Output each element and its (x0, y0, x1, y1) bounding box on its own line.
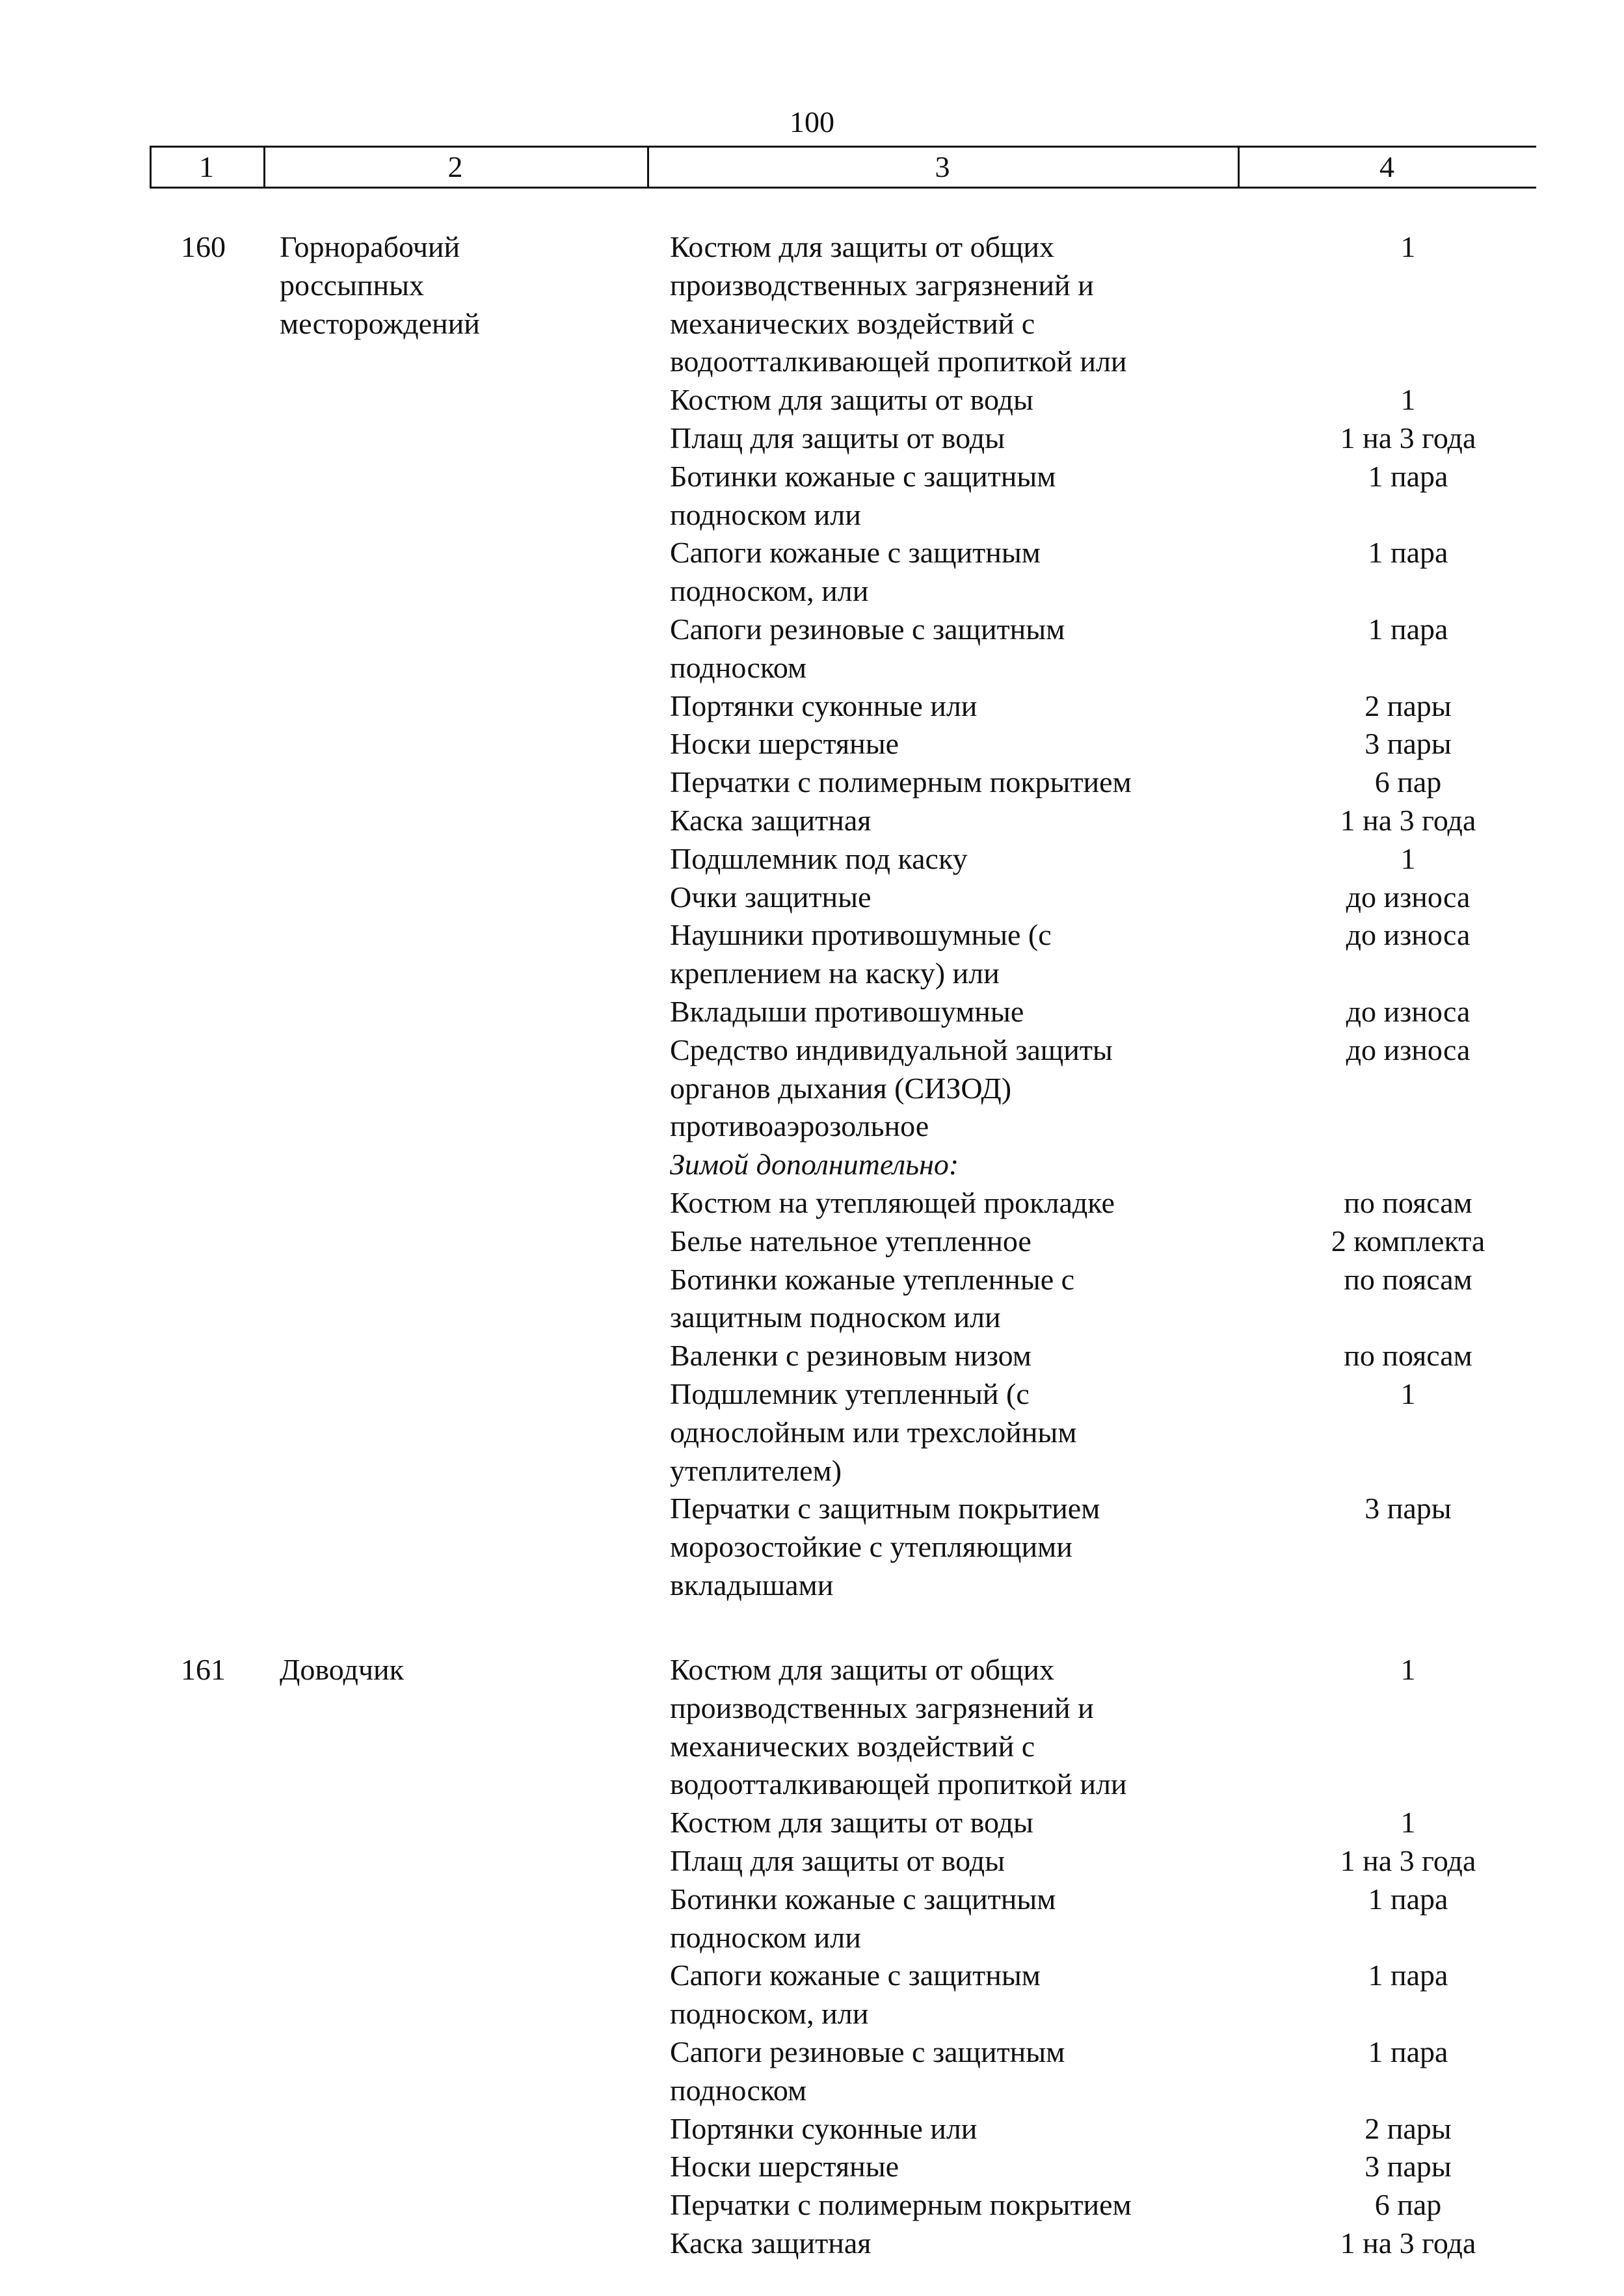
issue-quantity: 1 (1400, 383, 1416, 417)
ppe-item-name: механических воздействий с (670, 1729, 1035, 1763)
ppe-item-name: подноском, или (670, 1997, 869, 2031)
header-col-4: 4 (1379, 150, 1394, 183)
ppe-item-name: водоотталкивающей пропиткой или (670, 345, 1127, 378)
ppe-item-name: Перчатки с защитным покрытием (670, 1492, 1100, 1525)
ppe-item-name: Сапоги кожаные с защитным (670, 536, 1041, 570)
ppe-item-name: Ботинки кожаные с защитным (670, 459, 1056, 493)
ppe-item-name: Плащ для защиты от воды (670, 421, 1005, 455)
issue-quantity: 1 пара (1368, 459, 1448, 493)
ppe-item-name: производственных загрязнений и (670, 1691, 1094, 1724)
ppe-item-name: Наушники противошумные (с (670, 918, 1052, 952)
issue-quantity: 1 (1400, 230, 1416, 263)
issue-quantity: 1 пара (1368, 1959, 1448, 1992)
issue-quantity: 1 на 3 года (1340, 421, 1476, 455)
ppe-item-name: органов дыхания (СИЗОД) (670, 1071, 1012, 1105)
issue-quantity: по поясам (1344, 1262, 1472, 1296)
ppe-item-name: креплением на каску) или (670, 957, 1000, 990)
ppe-item-name: Носки шерстяные (670, 2150, 899, 2184)
issue-quantity: 1 (1400, 1377, 1416, 1410)
ppe-item-name: Костюм для защиты от общих (670, 1653, 1055, 1686)
ppe-item-name: морозостойкие с утепляющими (670, 1530, 1072, 1564)
issue-quantity: 2 пары (1364, 2111, 1452, 2145)
profession-name: месторождений (280, 306, 480, 340)
issue-quantity: 3 пары (1364, 1492, 1452, 1525)
ppe-item-name: Вкладыши противошумные (670, 995, 1024, 1028)
ppe-item-name: Подшлемник под каску (670, 841, 968, 875)
ppe-item-name: Перчатки с полимерным покрытием (670, 2188, 1132, 2222)
issue-quantity: до износа (1346, 1033, 1471, 1066)
page-number: 100 (790, 105, 834, 139)
issue-quantity: 3 пары (1364, 727, 1452, 761)
ppe-item-name: вкладышами (670, 1568, 834, 1602)
ppe-item-name: Белье нательное утепленное (670, 1224, 1032, 1258)
ppe-item-name: однослойным или трехслойным (670, 1415, 1077, 1449)
ppe-item-name: Ботинки кожаные утепленные с (670, 1262, 1075, 1296)
ppe-item-name: Костюм для защиты от общих (670, 230, 1055, 263)
ppe-item-name: утеплителем) (670, 1453, 842, 1487)
issue-quantity: 1 пара (1368, 536, 1448, 570)
ppe-item-name: Сапоги резиновые с защитным (670, 2035, 1065, 2068)
issue-quantity: 1 на 3 года (1340, 2226, 1476, 2260)
issue-quantity: до износа (1346, 995, 1471, 1028)
ppe-item-name: подноском (670, 650, 807, 684)
ppe-item-name: подноском или (670, 1920, 861, 1954)
issue-quantity: по поясам (1344, 1186, 1472, 1219)
ppe-item-name: водоотталкивающей пропиткой или (670, 1767, 1127, 1801)
header-col-3: 3 (935, 150, 950, 183)
issue-quantity: 6 пар (1374, 2188, 1442, 2222)
profession-name: россыпных (280, 268, 425, 302)
ppe-item-name: Очки защитные (670, 880, 872, 914)
ppe-item-name: Сапоги резиновые с защитным (670, 613, 1065, 646)
profession-name: Горнорабочий (280, 230, 460, 263)
ppe-item-name: Плащ для защиты от воды (670, 1844, 1005, 1877)
ppe-item-name: защитным подноском или (670, 1300, 1001, 1334)
issue-quantity: 2 пары (1364, 689, 1452, 722)
ppe-item-name: Перчатки с полимерным покрытием (670, 765, 1132, 799)
ppe-item-name: Подшлемник утепленный (с (670, 1377, 1030, 1410)
issue-quantity: до износа (1346, 880, 1471, 914)
ppe-item-name: Костюм на утепляющей прокладке (670, 1186, 1115, 1219)
ppe-item-name: Портянки суконные или (670, 2111, 978, 2145)
issue-quantity: 1 на 3 года (1340, 1844, 1476, 1877)
ppe-item-name: Валенки с резиновым низом (670, 1339, 1032, 1373)
ppe-item-name: подноском (670, 2073, 807, 2107)
ppe-item-name: противоаэрозольное (670, 1109, 929, 1143)
ppe-item-name: Каска защитная (670, 804, 872, 837)
profession-name: Доводчик (280, 1653, 404, 1686)
issue-quantity: 1 (1400, 841, 1416, 875)
ppe-item-name: подноском или (670, 497, 861, 531)
header-col-1: 1 (199, 150, 214, 183)
ppe-item-name: механических воздействий с (670, 306, 1035, 340)
header-col-2: 2 (447, 150, 463, 183)
issue-quantity: 3 пары (1364, 2150, 1452, 2184)
ppe-item-name: Каска защитная (670, 2226, 872, 2260)
ppe-item-name: Ботинки кожаные с защитным (670, 1882, 1056, 1916)
ppe-item-name: Сапоги кожаные с защитным (670, 1959, 1041, 1992)
issue-quantity: 1 (1400, 1653, 1416, 1686)
issue-quantity: 2 комплекта (1331, 1224, 1485, 1258)
issue-quantity: 1 пара (1368, 1882, 1448, 1916)
ppe-item-name: Костюм для защиты от воды (670, 383, 1033, 417)
entry-number: 160 (181, 230, 226, 263)
issue-quantity: 1 пара (1368, 2035, 1448, 2068)
issue-quantity: до износа (1346, 918, 1471, 952)
ppe-item-name: подноском, или (670, 574, 869, 608)
issue-quantity: 1 (1400, 1806, 1416, 1840)
issue-quantity: по поясам (1344, 1339, 1472, 1373)
issue-quantity: 6 пар (1374, 765, 1442, 799)
issue-quantity: 1 пара (1368, 613, 1448, 646)
ppe-item-name: Костюм для защиты от воды (670, 1806, 1033, 1840)
ppe-item-name: Носки шерстяные (670, 727, 899, 761)
issue-quantity: 1 на 3 года (1340, 804, 1476, 837)
entry-number: 161 (181, 1653, 226, 1686)
ppe-item-name: Портянки суконные или (670, 689, 978, 722)
ppe-item-name: производственных загрязнений и (670, 268, 1094, 302)
section-note: Зимой дополнительно: (670, 1148, 959, 1181)
ppe-item-name: Средство индивидуальной защиты (670, 1033, 1113, 1066)
